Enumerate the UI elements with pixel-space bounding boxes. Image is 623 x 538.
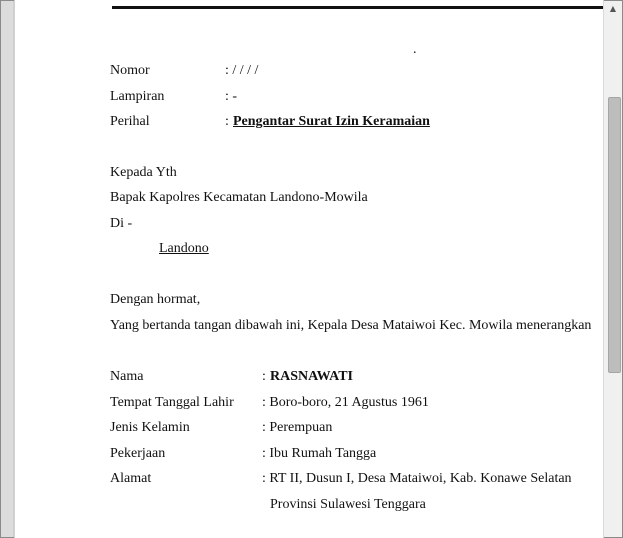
nama-value: RASNAWATI: [270, 369, 353, 384]
jenis-kelamin-value: : Perempuan: [262, 420, 333, 435]
scroll-thumb[interactable]: [608, 97, 621, 373]
recipient-line-2: Bapak Kapolres Kecamatan Landono-Mowila: [110, 190, 368, 205]
ttl-label: Tempat Tanggal Lahir: [110, 395, 234, 410]
pekerjaan-label: Pekerjaan: [110, 446, 166, 461]
nama-colon: :: [262, 369, 266, 384]
intro-paragraph: Yang bertanda tangan dibawah ini, Kepala Desa Mataiwoi Kec. Mowila menerangkan: [110, 318, 592, 333]
lampiran-label: Lampiran: [110, 89, 165, 104]
pekerjaan-value: : Ibu Rumah Tangga: [262, 446, 377, 461]
perihal-colon: :: [225, 114, 229, 129]
perihal-value: Pengantar Surat Izin Keramaian: [233, 114, 430, 129]
recipient-city: Landono: [159, 241, 209, 256]
recipient-line-1: Kepada Yth: [110, 165, 177, 180]
lampiran-value: : -: [225, 89, 238, 104]
alamat-value-line-1: : RT II, Dusun I, Desa Mataiwoi, Kab. Konawe Selatan: [262, 471, 572, 486]
stray-dot: .: [413, 42, 417, 57]
nomor-value: : / / / /: [225, 63, 259, 78]
left-gutter: [1, 1, 14, 537]
scroll-up-arrow-icon[interactable]: ▲: [609, 3, 617, 13]
ttl-value: : Boro-boro, 21 Agustus 1961: [262, 395, 429, 410]
document-page: [14, 0, 604, 538]
nomor-label: Nomor: [110, 63, 150, 78]
alamat-value-line-2: Provinsi Sulawesi Tenggara: [270, 497, 426, 512]
recipient-line-3: Di -: [110, 216, 133, 231]
nama-label: Nama: [110, 369, 144, 384]
vertical-scrollbar[interactable]: [603, 1, 622, 537]
alamat-label: Alamat: [110, 471, 152, 486]
jenis-kelamin-label: Jenis Kelamin: [110, 420, 190, 435]
header-rule: [112, 6, 603, 9]
greeting: Dengan hormat,: [110, 292, 201, 307]
perihal-label: Perihal: [110, 114, 150, 129]
